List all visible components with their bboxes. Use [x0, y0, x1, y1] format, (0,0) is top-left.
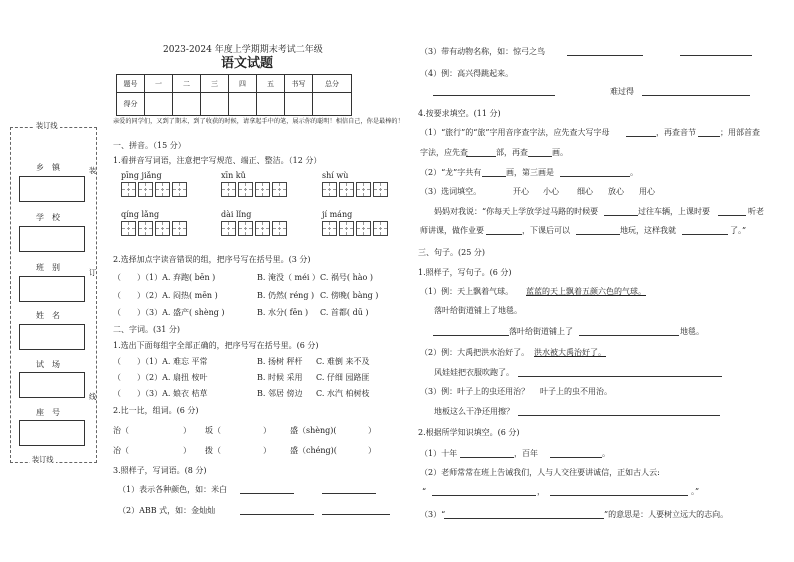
answer-blank[interactable] — [518, 376, 722, 377]
q7-3-b: ”的意思是：人要树立远大的志向。 — [604, 510, 729, 519]
q4-1-a: （1）“旅行”的“旅”字用音序查字法，应先查大写字母 — [420, 128, 610, 137]
q7-1-b: ，百年 — [514, 449, 538, 458]
question-2-1: 1.选出下面每组字全部正确的，把序号写在括号里。(6 分) — [113, 341, 319, 350]
q3-row-1-a: （ ）（1）A. 难忘 平常 — [113, 357, 208, 366]
question-4-title: 4.按要求填空。(11 分) — [418, 109, 501, 118]
answer-blank[interactable] — [486, 234, 522, 235]
answer-blank[interactable] — [240, 514, 314, 515]
score-header-cell: 三 — [201, 75, 229, 93]
writing-grid-cell[interactable] — [138, 221, 153, 236]
answer-blank[interactable] — [550, 495, 688, 496]
q3-row-2-b: B. 时候 采用 — [257, 373, 303, 382]
score-header-cell: 题号 — [117, 75, 145, 93]
exam-title: 2023-2024 年度上学期期末考试二年级 — [163, 45, 323, 55]
word-option-3: 细心 — [577, 187, 593, 196]
binding-char-2: 订 — [89, 268, 97, 277]
compare-2-b-close: ） — [263, 446, 271, 455]
writing-grid-cell[interactable] — [272, 221, 287, 236]
score-cell[interactable] — [145, 93, 173, 116]
compare-1-b: 坂（ — [205, 426, 221, 435]
example-1-prompt: 落叶给街道铺上了地毯。 — [434, 306, 522, 315]
q2-row-3-c: C. 首都( dū ) — [320, 308, 369, 317]
r-item-4: （4）例：高兴得跳起来。 — [420, 69, 514, 78]
answer-blank[interactable] — [718, 215, 746, 216]
question-1-1: 1.看拼音写词语，注意把字写规范、端正、整洁。（12 分） — [113, 156, 322, 165]
field-label-township: 乡 镇 — [36, 163, 60, 172]
binding-char-3: 线 — [89, 392, 97, 401]
compare-1-a: 治（ — [113, 426, 129, 435]
q4-1-d: 字法，应先查 — [420, 148, 468, 157]
writing-grid-cell[interactable] — [221, 182, 236, 197]
score-cell[interactable] — [313, 93, 352, 116]
seat-box[interactable] — [19, 420, 85, 446]
compare-2-c-close: ） — [368, 446, 376, 455]
question-2-3: 3.照样子，写词语。(8 分) — [113, 466, 207, 475]
writing-grid-cell[interactable] — [322, 182, 337, 197]
r-item-3: （3）带有动物名称，如：惊弓之鸟 — [420, 47, 546, 56]
writing-grid-cell[interactable] — [172, 221, 187, 236]
q3-row-2-c: C. 仔细 园路匪 — [316, 373, 370, 382]
example-2-answer: 洪水被大禹治好了。 — [534, 348, 606, 357]
q7-1-c: 。 — [602, 449, 610, 458]
answer-blank[interactable] — [322, 493, 376, 494]
section-2-title: 二、字词。(31 分) — [113, 325, 180, 334]
compare-1-c-close: ） — [368, 426, 376, 435]
writing-grid-cell[interactable] — [221, 221, 236, 236]
q3-row-1-b: B. 扬树 秤杆 — [257, 357, 303, 366]
q3-row-3-b: B. 邻居 傍边 — [257, 389, 303, 398]
word-option-4: 放心 — [608, 187, 624, 196]
answer-blank[interactable] — [433, 95, 555, 96]
writing-grid-cell[interactable] — [138, 182, 153, 197]
score-header-cell: 二 — [173, 75, 201, 93]
pinyin-1: pīng jiǎng — [121, 171, 162, 180]
section-3-title: 三、句子。(25 分) — [418, 248, 485, 257]
writing-grid-cell[interactable] — [322, 221, 337, 236]
writing-grid-cell[interactable] — [255, 221, 270, 236]
q5-item-2: （2）ABB 式，如：金灿灿 — [118, 506, 216, 515]
answer-blank[interactable] — [682, 234, 728, 235]
q4-2-a: （2）“龙”字共有 — [420, 168, 482, 177]
score-table — [116, 74, 352, 116]
answer-blank[interactable] — [528, 156, 552, 157]
question-3-1: 1.照样子，写句子。(6 分) — [418, 268, 512, 277]
q4-3-text-e: ，下课后可以 — [522, 226, 570, 235]
answer-blank[interactable] — [560, 176, 630, 177]
compare-2-b: 拨（ — [205, 446, 221, 455]
q4-3-text-a: 妈妈对我说：“你每天上学放学过马路的时候要 — [434, 207, 599, 216]
township-box[interactable] — [19, 176, 85, 202]
q4-2-c: 。 — [630, 168, 638, 177]
field-label-exam-room: 试 场 — [36, 360, 60, 369]
q4-1-c: ；用部首查 — [720, 128, 760, 137]
r-item-4-b: 难过得 — [610, 87, 634, 96]
compare-1-c: 盛（shèng)( — [290, 426, 337, 435]
answer-blank[interactable] — [567, 55, 643, 56]
writing-grid-cell[interactable] — [172, 182, 187, 197]
word-option-2: 小心 — [543, 187, 559, 196]
writing-grid-cell[interactable] — [373, 221, 388, 236]
writing-grid-cell[interactable] — [155, 221, 170, 236]
q2-row-1-b: B. 淹没（ méi ） — [257, 273, 320, 282]
answer-blank[interactable] — [444, 518, 604, 519]
subject-title: 语文试题 — [221, 56, 274, 71]
answer-blank[interactable] — [433, 335, 509, 336]
score-header-cell: 书写 — [285, 75, 313, 93]
answer-blank[interactable] — [432, 495, 536, 496]
score-header-cell: 一 — [145, 75, 173, 93]
example-2: （2）例：大禹把洪水治好了。 — [420, 348, 530, 357]
q2-row-1-a: （ ）（1）A. 弃跑( bēn ) — [113, 273, 216, 282]
writing-grid-cell[interactable] — [238, 221, 253, 236]
writing-grid-cell[interactable] — [255, 182, 270, 197]
pinyin-4: qíng lǎng — [121, 210, 160, 219]
compare-2-a: 冶（ — [113, 446, 129, 455]
binding-top-label: 装订线 — [36, 121, 58, 130]
q4-3-title: （3）选词填空。 — [420, 187, 482, 196]
score-cell[interactable] — [257, 93, 285, 116]
compare-1-a-close: ） — [183, 426, 191, 435]
writing-grid-cell[interactable] — [373, 182, 388, 197]
section-1-title: 一、拼音。（15 分） — [113, 141, 186, 150]
field-label-name: 姓 名 — [36, 311, 60, 320]
answer-blank[interactable] — [466, 156, 496, 157]
score-cell[interactable] — [229, 93, 257, 116]
binding-bottom-label: 装订线 — [32, 455, 54, 464]
q7-2-comma: ， — [537, 487, 545, 496]
example-1-frame-a: 落叶给街道铺上了 — [509, 327, 573, 336]
answer-blank[interactable] — [642, 95, 750, 96]
q3-row-1-c: C. 难倒 来不及 — [316, 357, 370, 366]
q5-item-1: （1）表示各种颜色，如：米白 — [118, 485, 228, 494]
q4-3-text-d: 师讲课，做作业要 — [420, 226, 484, 235]
word-option-5: 用心 — [639, 187, 655, 196]
q7-2-close-quote: 。” — [691, 487, 700, 496]
question-2-2: 2.比一比，组词。(6 分) — [113, 406, 199, 415]
writing-grid-cell[interactable] — [339, 182, 354, 197]
q4-1-f: 画。 — [552, 148, 568, 157]
class-box[interactable] — [19, 276, 85, 302]
question-3-2: 2.根据所学知识填空。(6 分) — [418, 428, 520, 437]
field-label-class: 班 别 — [36, 263, 60, 272]
example-3: （3）例：叶子上的虫还用治？ — [420, 387, 530, 396]
answer-blank[interactable] — [576, 234, 620, 235]
q2-row-2-c: C. 傍晚( bàng ) — [320, 291, 379, 300]
score-cell[interactable] — [173, 93, 201, 116]
intro-text: 亲爱的同学们，又到了期末，到了收获的时候，请拿起手中的笔，展示你的聪明！相信自己，你是最棒的！ — [113, 118, 404, 125]
score-cell[interactable] — [201, 93, 229, 116]
q4-3-text-b: 过往车辆，上课时要 — [638, 207, 710, 216]
q3-row-3-c: C. 水汽 柏树枝 — [316, 389, 370, 398]
q4-3-text-g: 了。” — [730, 226, 747, 235]
answer-blank[interactable] — [460, 457, 514, 458]
question-1-2: 2.选择加点字读音错误的组，把序号写在括号里。(3 分) — [113, 255, 311, 264]
word-option-1: 开心 — [513, 187, 529, 196]
exam-room-box[interactable] — [19, 372, 85, 398]
answer-blank[interactable] — [680, 55, 752, 56]
example-3-prompt: 地板这么干净还用擦？ — [434, 407, 514, 416]
q7-1-a: （1）十年 — [420, 449, 458, 458]
example-3-answer: 叶子上的虫不用治。 — [540, 387, 612, 396]
q4-1-e: 部，再查 — [496, 148, 528, 157]
writing-grid-cell[interactable] — [121, 182, 136, 197]
school-box[interactable] — [19, 226, 85, 252]
answer-blank[interactable] — [550, 457, 602, 458]
writing-grid-cell[interactable] — [238, 182, 253, 197]
q4-3-text-f: 地玩，这样我就 — [620, 226, 676, 235]
score-cell[interactable] — [285, 93, 313, 116]
q2-row-1-c: C. 祸号( hào ) — [320, 273, 373, 282]
answer-blank[interactable] — [626, 136, 656, 137]
binding-char-1: 装 — [89, 166, 97, 175]
answer-blank[interactable] — [579, 335, 679, 336]
q4-1-b: ，再查音节 — [656, 128, 696, 137]
score-header-cell: 五 — [257, 75, 285, 93]
writing-grid-cell[interactable] — [356, 182, 371, 197]
answer-blank[interactable] — [604, 215, 638, 216]
q7-2-open-quote: “ — [422, 487, 427, 496]
pinyin-3: shí wù — [322, 171, 349, 180]
score-header-cell: 总分 — [313, 75, 352, 93]
q3-row-2-a: （ ）（2）A. 扇扭 桉叶 — [113, 373, 208, 382]
field-label-school: 学 校 — [36, 213, 60, 222]
score-header-cell: 四 — [229, 75, 257, 93]
pinyin-6: jí máng — [322, 210, 353, 219]
example-1-frame-b: 地毯。 — [680, 327, 704, 336]
q2-row-3-a: （ ）（3）A. 盛产( shèng ) — [113, 308, 225, 317]
q2-row-2-a: （ ）（2）A. 闷热( mēn ) — [113, 291, 218, 300]
q7-2: （2）老师常常在班上告诫我们，人与人交往要讲诚信，正如古人云: — [420, 468, 660, 477]
answer-blank[interactable] — [698, 136, 720, 137]
writing-grid-cell[interactable] — [155, 182, 170, 197]
compare-1-b-close: ） — [263, 426, 271, 435]
q4-3-text-c: 听老 — [748, 207, 764, 216]
writing-grid-cell[interactable] — [272, 182, 287, 197]
q4-2-b: 画，第三画是 — [506, 168, 554, 177]
score-row-label: 得分 — [117, 93, 145, 116]
name-box[interactable] — [19, 324, 85, 350]
q2-row-2-b: B. 仍然( réng ) — [257, 291, 315, 300]
answer-blank[interactable] — [518, 415, 720, 416]
example-1: （1）例：天上飘着气球。 — [420, 287, 514, 296]
pinyin-2: xīn kǔ — [221, 171, 246, 180]
writing-grid-cell[interactable] — [356, 221, 371, 236]
field-label-seat: 座 号 — [36, 408, 60, 417]
q7-3-a: （3）“ — [420, 510, 446, 519]
q2-row-3-b: B. 水分( fēn ) — [257, 308, 309, 317]
answer-blank[interactable] — [322, 514, 390, 515]
compare-2-a-close: ） — [183, 446, 191, 455]
example-2-prompt: 风娃娃把衣服吹跑了。 — [434, 368, 514, 377]
example-1-answer: 蓝蓝的天上飘着五颜六色的气球。 — [526, 287, 646, 296]
answer-blank[interactable] — [482, 176, 506, 177]
writing-grid-cell[interactable] — [121, 221, 136, 236]
answer-blank[interactable] — [240, 493, 294, 494]
pinyin-5: dài lǐng — [221, 210, 252, 219]
compare-2-c: 盛（chéng)( — [290, 446, 337, 455]
writing-grid-cell[interactable] — [339, 221, 354, 236]
q3-row-3-a: （ ）（3）A. 娘衣 桔草 — [113, 389, 208, 398]
